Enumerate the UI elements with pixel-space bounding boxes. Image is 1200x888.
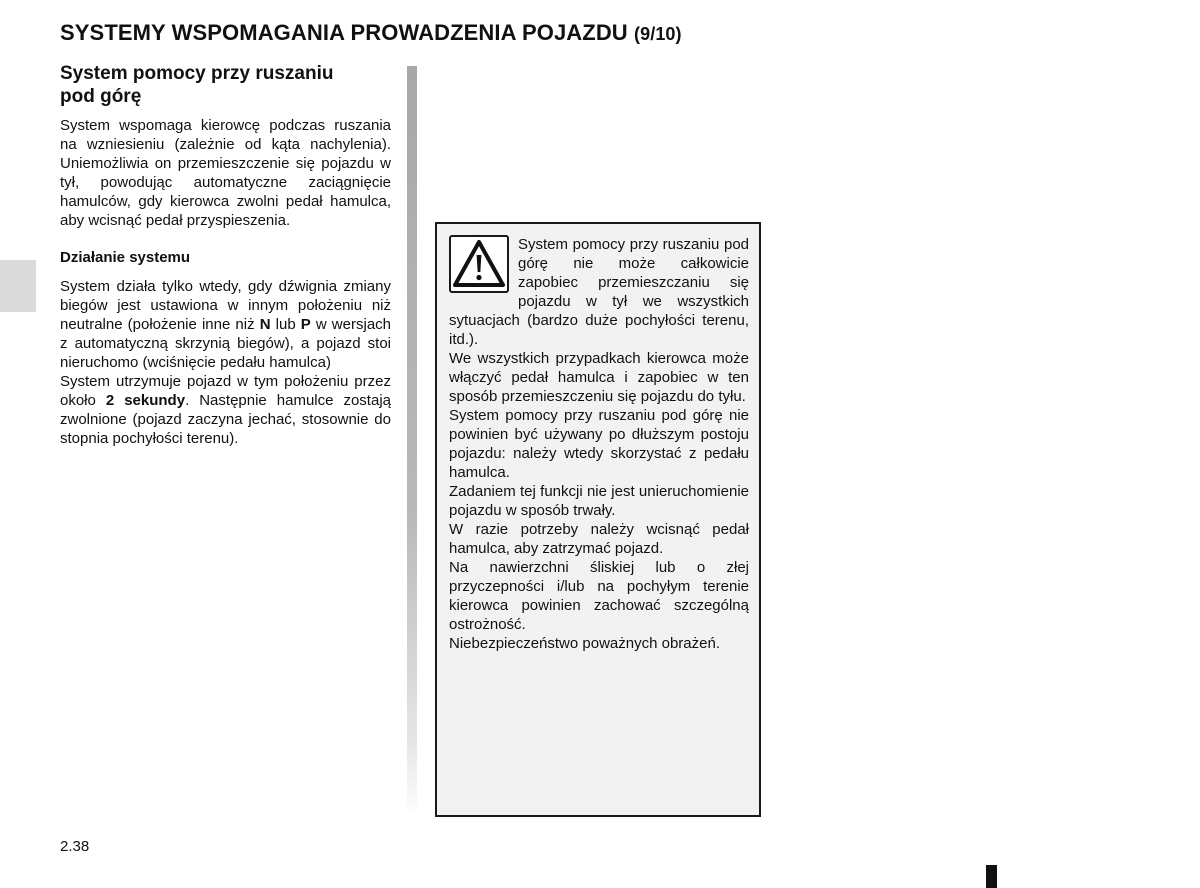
gear-p-label: P (300, 316, 311, 333)
hold-duration: 2 sekundy (105, 392, 186, 409)
page-title (60, 20, 682, 46)
section-heading (60, 62, 391, 108)
chapter-side-tab (0, 260, 36, 312)
page-number: 2.38 (60, 838, 90, 855)
warning-paragraph-5: W razie potrzeby należy wcisnąć pedał hamulca, aby zatrzymać pojazd. (449, 521, 749, 557)
operation-subheading: Działanie systemu (60, 249, 191, 266)
left-column (60, 62, 391, 448)
warning-paragraph-7: Niebezpieczeństwo poważnych obrażeń. (449, 635, 720, 652)
warning-box (435, 222, 761, 817)
hold-text-1: System utrzymuje pojazd w tym położeniu przez około (60, 373, 391, 409)
operation-paragraph (60, 277, 391, 372)
operation-text-3: w wersjach z automatyczną skrzynią biegów), a pojazd stoi nieruchomo (wciśnięcie pedału hamulca) (60, 316, 391, 371)
warning-paragraph-4: Zadaniem tej funkcji nie jest unieruchomienie pojazdu w sposób trwały. (449, 483, 749, 519)
page-edge-marker (986, 865, 997, 888)
hold-text-2: . Następnie hamulce zostają zwolnione (pojazd zaczyna jechać, stosownie do stopnia pochyłości terenu). (60, 392, 391, 447)
hold-paragraph (60, 372, 391, 448)
section-heading-line-1: System pomocy przy ruszaniu (60, 63, 334, 84)
warning-triangle-svg (451, 237, 507, 291)
operation-text-2: lub (270, 316, 301, 333)
warning-paragraph-6: Na nawierzchni śliskiej lub o złej przyczepności i/lub na pochyłym terenie kierowca powinien zachować szczególną ostrożność. (449, 559, 749, 633)
operation-text-1: System działa tylko wtedy, gdy dźwignia zmiany biegów jest ustawiona w innym położeniu niż neutralne (położenie inne niż (60, 278, 391, 333)
page-count: (9/10) (634, 24, 682, 44)
intro-paragraph: System wspomaga kierowcę podczas ruszania na wzniesieniu (zależnie od kąta nachylenia). Uniemożliwia on przemieszczenie się pojazdu w tył, powodując automatyczne zaciągnięcie hamulców, gdy kierowca zwolni pedał hamulca, aby wcisnąć pedał przyspieszenia. (60, 117, 391, 229)
section-heading-line-2: pod górę (60, 86, 142, 107)
column-divider (407, 66, 417, 818)
warning-paragraph-1: System pomocy przy ruszaniu pod górę nie może całkowicie zapobiec przemieszczaniu się pojazdu w tył we wszystkich sytuacjach (bardzo duże pochyłości terenu, itd.). (449, 236, 749, 348)
warning-triangle-icon (449, 235, 509, 293)
warning-paragraph-3: System pomocy przy ruszaniu pod górę nie powinien być używany po dłuższym postoju pojazdu: należy wtedy skorzystać z pedału hamulca. (449, 407, 749, 481)
warning-paragraph-2: We wszystkich przypadkach kierowca może włączyć pedał hamulca i zapobiec w ten sposób przemieszczeniu się pojazdu do tyłu. (449, 350, 749, 405)
gear-n-label: N (259, 316, 271, 333)
page-title-text: SYSTEMY WSPOMAGANIA PROWADZENIA POJAZDU (60, 20, 628, 45)
